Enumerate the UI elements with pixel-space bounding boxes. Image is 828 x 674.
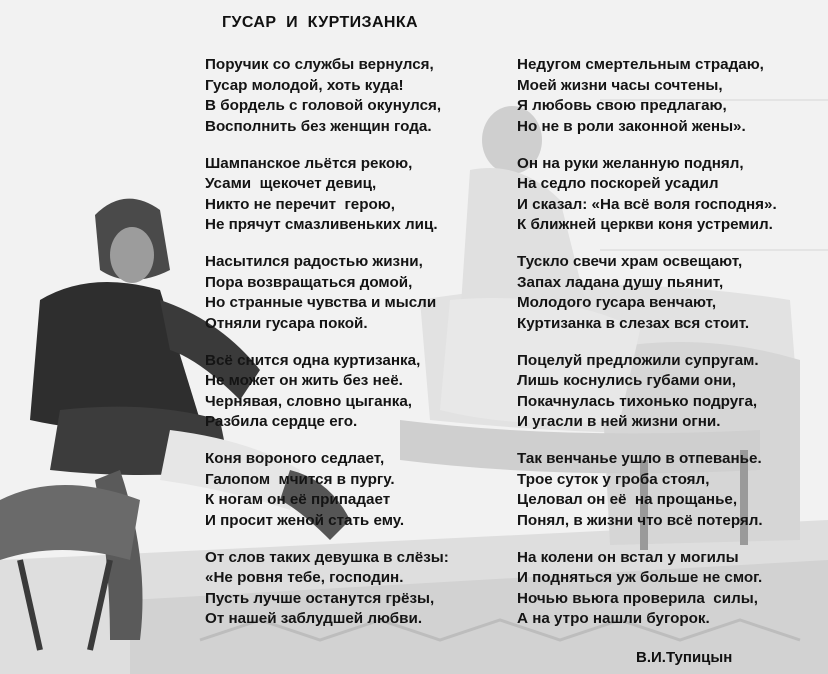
poem-line: Но не в роли законной жены». <box>517 117 746 135</box>
poem-line: Гусар молодой, хоть куда! <box>205 76 404 94</box>
poem-line: Галопом мчится в пургу. <box>205 470 395 488</box>
poem-line: Не прячут смазливеньких лиц. <box>205 216 438 233</box>
poem-line: Всё снится одна куртизанка, <box>205 351 421 369</box>
poem-line: К ближней церкви коня устремил. <box>517 216 773 233</box>
poem-line: Никто не перечит герою, <box>205 195 395 213</box>
poem-line: Тускло свечи храм освещают, <box>517 253 743 270</box>
stanza <box>205 252 449 334</box>
stanza <box>205 449 449 531</box>
poem-line: От нашей заблудшей любви. <box>205 610 423 627</box>
stanza <box>517 548 777 630</box>
author-signature: В.И.Тупицын <box>636 649 733 666</box>
poem-line: Лишь коснулись губами они, <box>517 372 736 389</box>
poem-line: Целовал он её на прощанье, <box>517 491 738 508</box>
poem-title: ГУСАР И КУРТИЗАНКА <box>222 14 418 31</box>
poem-line: И просит женой стать ему. <box>205 511 405 529</box>
poem-line: Пусть лучше останутся грёзы, <box>205 589 435 607</box>
stanza <box>205 548 449 630</box>
poem-line: Молодого гусара венчают, <box>517 294 717 311</box>
poem-line: Трое суток у гроба стоял, <box>517 470 710 488</box>
poem-line: Он на руки желанную поднял, <box>517 154 744 172</box>
poem-line: Шампанское льётся рекою, <box>205 154 413 172</box>
poem-line: Недугом смертельным страдаю, <box>517 56 764 73</box>
poem-line: Ночью вьюга проверила силы, <box>517 589 758 607</box>
stanza <box>205 154 449 236</box>
poem-line: Разбила сердце его. <box>205 413 358 430</box>
stanza <box>205 351 449 433</box>
poem-line: Понял, в жизни что всё потерял. <box>517 511 763 529</box>
poem-line: И сказал: «На всё воля господня». <box>517 195 777 213</box>
stanza <box>517 252 777 334</box>
stanza <box>517 154 777 236</box>
poem-line: Так венчанье ушло в отпеванье. <box>517 450 762 467</box>
poem-line: Поцелуй предложили супругам. <box>517 351 759 369</box>
poem-line: От слов таких девушка в слёзы: <box>205 548 449 566</box>
poem-line: Пора возвращаться домой, <box>205 273 413 291</box>
poem-line: Насытился радостью жизни, <box>205 253 423 270</box>
poem-line: Восполнить без женщин года. <box>205 117 432 135</box>
poem-line: Я любовь свою предлагаю, <box>517 97 727 114</box>
poem-line: Куртизанка в слезах вся стоит. <box>517 314 750 332</box>
poem-line: На седло поскорей усадил <box>517 175 719 192</box>
poem-line: Коня вороного седлает, <box>205 450 385 467</box>
poem-line: Поручик со службы вернулся, <box>205 56 434 73</box>
poem-line: На колени он встал у могилы <box>517 548 739 566</box>
poem-line: «Не ровня тебе, господин. <box>205 569 404 586</box>
stanza <box>517 55 777 137</box>
poem-line: А на утро нашли бугорок. <box>517 610 710 627</box>
stanza <box>517 351 777 433</box>
right-column <box>517 55 777 646</box>
stanza <box>205 55 449 137</box>
left-column <box>205 55 449 646</box>
poem-line: Отняли гусара покой. <box>205 314 368 332</box>
poem-line: В бордель с головой окунулся, <box>205 97 442 114</box>
poem-line: Чернявая, словно цыганка, <box>205 392 413 410</box>
stanza <box>517 449 777 531</box>
poem-line: К ногам он её припадает <box>205 491 391 508</box>
poem-line: Но странные чувства и мысли <box>205 294 437 311</box>
poem-line: И подняться уж больше не смог. <box>517 569 763 586</box>
poem-line: Усами щекочет девиц, <box>205 175 377 192</box>
poem-line: Не может он жить без неё. <box>205 372 403 389</box>
poem-line: Запах ладана душу пьянит, <box>517 273 724 291</box>
poem-line: Моей жизни часы сочтены, <box>517 76 723 94</box>
poem-line: Покачнулась тихонько подруга, <box>517 392 758 410</box>
poem-line: И угасли в ней жизни огни. <box>517 413 721 430</box>
